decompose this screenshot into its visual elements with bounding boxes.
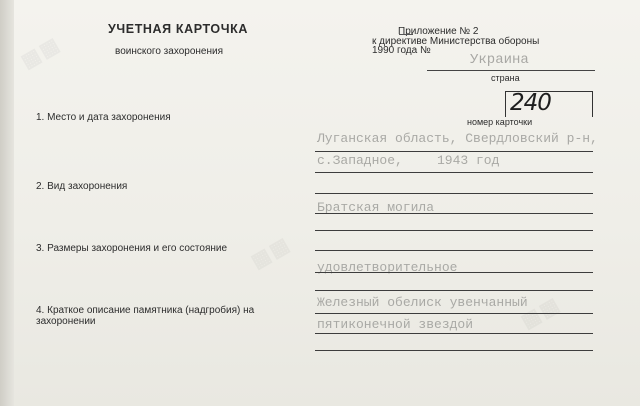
burial-type-value: Братская могила — [317, 200, 435, 215]
form-rule — [315, 151, 593, 152]
form-rule — [315, 250, 593, 251]
monument-value-line1: Железный обелиск увенчанный — [317, 295, 528, 310]
watermark-stamp: ▦▦ — [247, 232, 295, 273]
form-rule — [315, 193, 593, 194]
form-rule — [315, 313, 593, 314]
monument-label: 4. Краткое описание памятника (надгробия) на — [36, 305, 255, 316]
card-number-label: номер карточки — [467, 117, 533, 127]
country-underline — [427, 70, 595, 71]
form-rule — [315, 333, 593, 334]
country-value: Украина — [470, 52, 529, 68]
watermark-stamp: ▦▦ — [17, 32, 65, 73]
size-condition-label: 3. Размеры захоронения и его состояние — [36, 243, 228, 254]
appendix-directive: к директиве Министерства обороны — [372, 36, 540, 47]
form-rule — [315, 230, 593, 231]
place-date-label: 1. Место и дата захоронения — [36, 112, 171, 123]
card-number-value: 240 — [510, 90, 551, 116]
form-rule — [315, 213, 593, 214]
monument-label-line2: захоронении — [36, 316, 96, 327]
monument-value-line2: пятиконечной звездой — [317, 317, 474, 332]
country-label: страна — [491, 73, 520, 83]
appendix-year: 1990 года № — [372, 45, 431, 56]
size-condition-value: удовлетворительное — [317, 260, 458, 275]
burial-type-label: 2. Вид захоронения — [36, 181, 128, 192]
card-subtitle: воинского захоронения — [115, 46, 224, 57]
form-rule — [315, 290, 593, 291]
form-rule — [315, 350, 593, 351]
appendix-number: Приложение № 2 — [398, 26, 479, 37]
appendix-underline — [399, 34, 413, 35]
place-value-line2: с.Западное, — [317, 153, 403, 168]
place-value-line1: Луганская область, Свердловский р-н, — [317, 131, 598, 146]
card-title: УЧЕТНАЯ КАРТОЧКА — [108, 22, 248, 36]
form-rule — [315, 272, 593, 273]
form-rule — [315, 172, 593, 173]
burial-year: 1943 год — [437, 153, 500, 168]
paper-edge — [0, 0, 14, 406]
watermark-stamp: ▦▦ — [517, 292, 565, 333]
